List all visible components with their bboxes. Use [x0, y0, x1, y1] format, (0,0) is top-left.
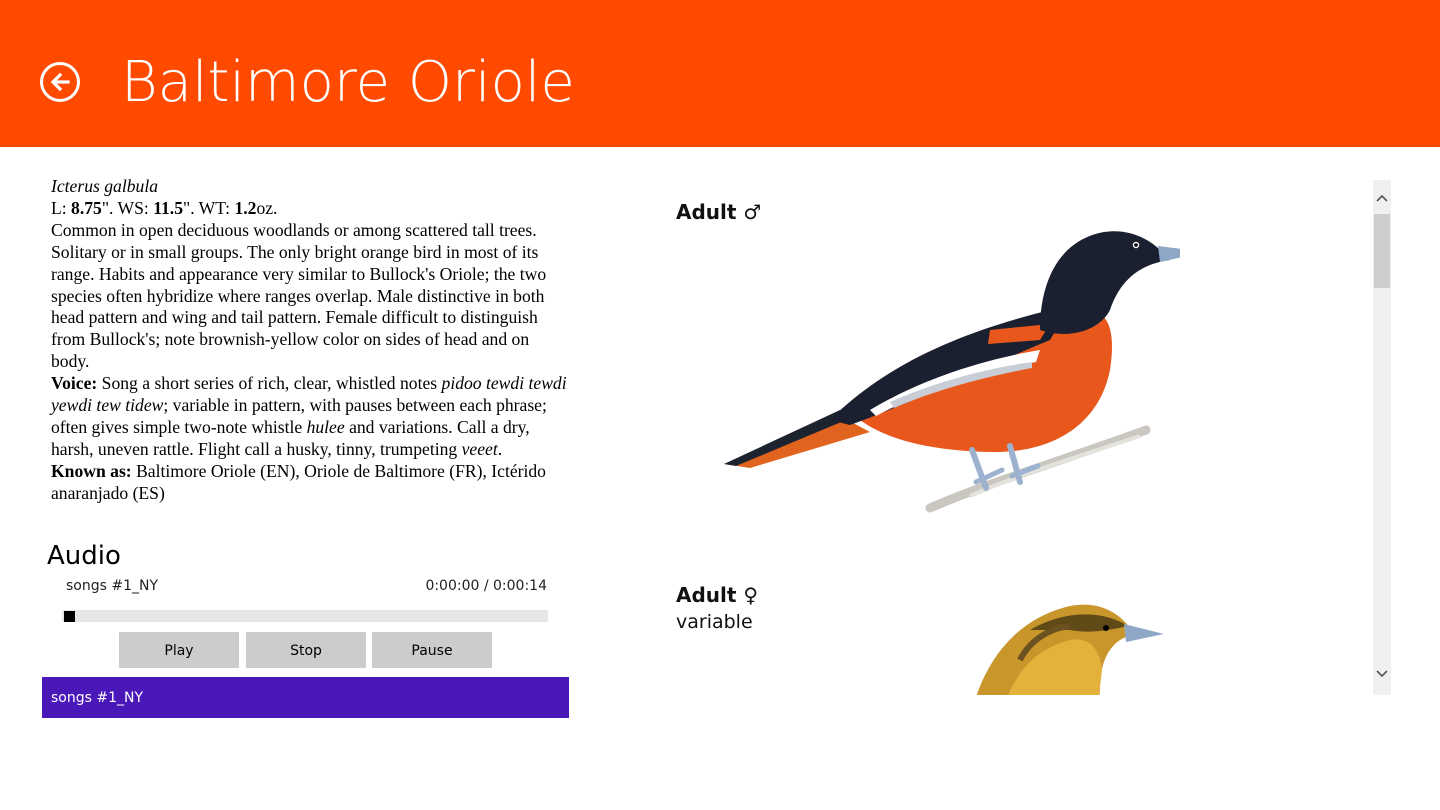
- female-oriole-image: [960, 600, 1180, 695]
- pause-button[interactable]: Pause: [372, 632, 492, 668]
- back-button[interactable]: [40, 62, 80, 102]
- scrollbar-thumb[interactable]: [1374, 214, 1390, 288]
- play-button[interactable]: Play: [119, 632, 239, 668]
- audio-progress-bar[interactable]: [62, 610, 548, 622]
- back-arrow-icon: [48, 70, 72, 94]
- chevron-up-icon: [1373, 191, 1391, 205]
- playlist-item[interactable]: songs #1_NY: [42, 677, 569, 718]
- known-as-section: Known as: Baltimore Oriole (EN), Oriole de Baltimore (FR), Ictérido anaranjado (ES): [51, 460, 546, 503]
- progress-thumb[interactable]: [64, 611, 75, 622]
- species-description: [51, 176, 571, 505]
- illustration-gallery[interactable]: [660, 180, 1373, 695]
- description-body: Common in open deciduous woodlands or among scattered tall trees. Solitary or in small groups. The only bright orange bird in most of its range. Habits and appearance very similar to Bullock's Oriole; the two species often hybridize where ranges overlap. Male distinctive in both head pattern and wing and tail pattern. Female difficult to distinguish from Bullock's; note brownish-yellow color on sides of head and on body.: [51, 219, 547, 372]
- scroll-up-button[interactable]: [1373, 190, 1391, 212]
- image-label-female: Adult ♀: [676, 583, 759, 607]
- male-oriole-image: [720, 220, 1180, 520]
- image-sublabel-female: variable: [676, 611, 753, 633]
- current-track-name: songs #1_NY: [66, 578, 159, 594]
- gallery-scrollbar[interactable]: [1373, 180, 1391, 695]
- track-time: 0:00:00 / 0:00:14: [425, 578, 547, 594]
- page-title: Baltimore Oriole: [121, 50, 575, 115]
- image-label-male: Adult ♂: [676, 200, 762, 224]
- chevron-down-icon: [1373, 667, 1391, 681]
- audio-heading: Audio: [47, 541, 121, 571]
- voice-section: Voice: Song a short series of rich, clear, whistled notes pidoo tewdi tewdi yewdi tew tidew; variable in pattern, with pauses between each phrase; often gives simple two-note whistle hulee and variations. Call a dry, harsh, uneven rattle. Flight call a husky, tinny, trumpeting veeet.: [51, 373, 567, 459]
- scroll-down-button[interactable]: [1373, 666, 1391, 688]
- stop-button[interactable]: Stop: [246, 632, 366, 668]
- app-header: [0, 0, 1440, 147]
- scientific-name: Icterus galbula: [51, 176, 159, 196]
- measurements: L: 8.75". WS: 11.5". WT: 1.2oz.: [51, 197, 278, 218]
